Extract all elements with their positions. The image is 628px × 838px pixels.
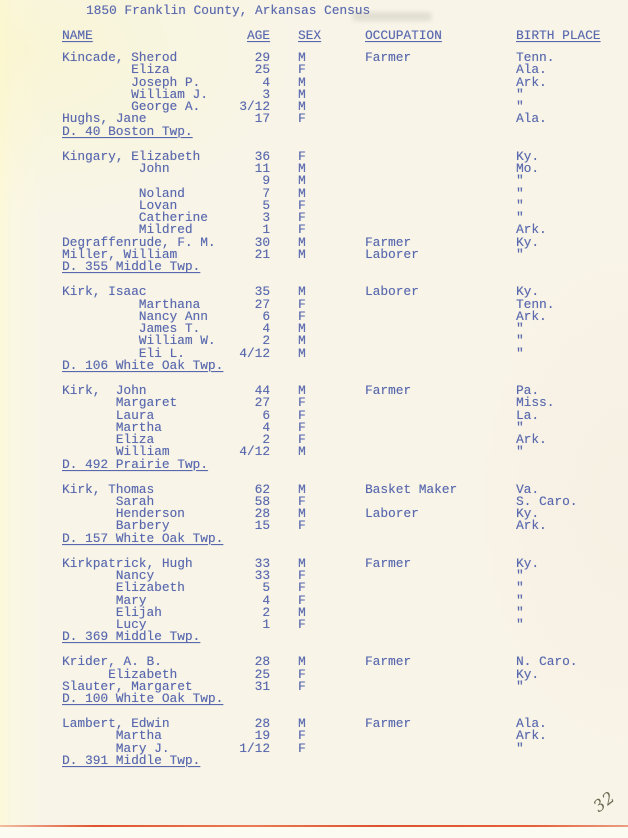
cell-age: 21 — [254, 247, 270, 263]
cell-name: Kirk, Thomas — [62, 481, 155, 497]
cell-occupation — [345, 212, 495, 224]
scan-bottom-strip — [0, 827, 628, 838]
cell-occupation — [345, 299, 495, 311]
cell-birthplace: Ky. — [516, 284, 540, 300]
cell-birthplace: " — [516, 247, 524, 263]
cell-name: Margaret — [115, 395, 178, 411]
cell-occupation: Farmer — [365, 382, 412, 398]
township-footer-row — [62, 693, 628, 705]
cell-birthplace: " — [516, 197, 524, 213]
township-footer: D. 100 White Oak Twp. — [62, 691, 224, 707]
cell-birthplace: " — [516, 210, 524, 226]
cell-birthplace: La. — [516, 407, 540, 423]
cell-age: 3 — [262, 210, 270, 226]
cell-name: Eliza — [115, 432, 155, 448]
cell-birthplace: Pa. — [516, 382, 540, 398]
cell-occupation — [345, 200, 495, 212]
cell-age: 1 — [262, 222, 270, 238]
cell-name: Marthana — [138, 296, 201, 312]
cell-birthplace: Ky. — [516, 234, 540, 250]
cell-birthplace: " — [516, 604, 524, 620]
cell-occupation — [345, 619, 495, 631]
cell-age: 11 — [254, 160, 270, 176]
township-footer: D. 157 White Oak Twp. — [62, 530, 224, 546]
cell-age: 2 — [262, 432, 270, 448]
cell-name: Kincade, Sherod — [62, 50, 178, 65]
cell-birthplace: Ark. — [516, 432, 547, 448]
column-header-row — [62, 30, 628, 42]
cell-age: 28 — [254, 654, 270, 670]
household-block — [62, 286, 628, 372]
cell-birthplace: " — [516, 678, 524, 694]
cell-sex: M — [298, 99, 306, 115]
cell-sex: F — [298, 210, 306, 226]
cell-age: 5 — [262, 580, 270, 596]
cell-birthplace: " — [516, 580, 524, 596]
cell-occupation — [345, 163, 495, 175]
cell-sex: F — [298, 222, 306, 238]
cell-name: Krider, A. B. — [62, 654, 162, 670]
cell-occupation — [345, 582, 495, 594]
cell-name: William W. — [138, 333, 216, 349]
cell-birthplace: Ky. — [516, 148, 540, 164]
cell-birthplace: Ala. — [516, 62, 547, 78]
column-header-name: NAME — [62, 28, 93, 43]
township-footer: D. 492 Prairie Twp. — [62, 456, 208, 472]
cell-sex: F — [298, 592, 306, 608]
cell-sex: M — [298, 86, 306, 102]
cell-sex: M — [298, 284, 306, 300]
cell-age: 7 — [262, 185, 270, 201]
cell-name: Kirk, John — [62, 382, 147, 398]
cell-occupation — [345, 681, 495, 693]
cell-birthplace: Miss. — [516, 395, 555, 411]
cell-sex: F — [298, 493, 306, 509]
cell-name: Hughs, Jane — [62, 111, 147, 127]
cell-name: Eliza — [131, 62, 170, 78]
township-footer: D. 391 Middle Twp. — [62, 753, 201, 768]
cell-sex: M — [298, 506, 306, 522]
cell-name: Mary — [115, 592, 147, 608]
cell-name: Slauter, Margaret — [62, 678, 193, 694]
household-block — [62, 148, 628, 275]
cell-occupation: Basket Maker — [365, 481, 458, 497]
cell-sex: M — [298, 333, 306, 349]
cell-sex: M — [298, 382, 306, 398]
cell-name: Kirk, Isaac — [62, 284, 147, 300]
handwritten-page-number: 32 — [589, 787, 619, 816]
cell-birthplace: Ark. — [516, 518, 547, 534]
cell-sex: F — [298, 407, 306, 423]
cell-name: Sarah — [115, 493, 155, 509]
cell-occupation — [345, 607, 495, 619]
household-block — [62, 481, 628, 546]
cell-age: 1/12 — [239, 740, 270, 756]
cell-sex: M — [298, 345, 306, 361]
cell-birthplace: Ark. — [516, 222, 547, 238]
page-title: 1850 Franklin County, Arkansas Census — [86, 3, 371, 18]
cell-age: 4 — [262, 74, 270, 90]
cell-birthplace: Ala. — [516, 716, 547, 732]
cell-sex: F — [298, 395, 306, 411]
cell-sex: F — [298, 740, 306, 756]
cell-birthplace: " — [516, 419, 524, 435]
cell-age: 4 — [262, 419, 270, 435]
cell-birthplace: Ky. — [516, 506, 540, 522]
cell-birthplace: Mo. — [516, 160, 540, 176]
cell-name: Catherine — [138, 210, 208, 226]
cell-birthplace: S. Caro. — [516, 493, 578, 509]
cell-birthplace: Tenn. — [516, 296, 555, 312]
cell-occupation — [345, 311, 495, 323]
cell-occupation — [345, 520, 495, 532]
cell-occupation: Farmer — [365, 234, 412, 250]
cell-sex: F — [298, 518, 306, 534]
cell-age: 25 — [254, 62, 270, 78]
cell-name: William — [115, 444, 170, 460]
cell-occupation — [345, 175, 495, 187]
cell-age: 4/12 — [239, 444, 270, 460]
cell-name: Noland — [138, 185, 185, 201]
cell-occupation — [345, 422, 495, 434]
cell-sex: F — [298, 580, 306, 596]
cell-occupation — [345, 77, 495, 89]
cell-name: Martha — [115, 728, 162, 744]
cell-age: 4 — [262, 592, 270, 608]
cell-sex: M — [298, 444, 306, 460]
cell-age: 5 — [262, 197, 270, 213]
cell-name: Elizabeth — [108, 666, 178, 682]
cell-sex: F — [298, 419, 306, 435]
cell-birthplace: " — [516, 173, 524, 189]
cell-sex: F — [298, 728, 306, 744]
cell-occupation: Farmer — [365, 716, 412, 732]
cell-occupation: Farmer — [365, 555, 412, 571]
cell-name: Lucy — [115, 617, 147, 633]
cell-age: 9 — [262, 173, 270, 189]
cell-name: Mildred — [138, 222, 193, 238]
township-footer-row — [62, 456, 628, 472]
cell-age: 15 — [254, 518, 270, 534]
cell-occupation: Farmer — [365, 654, 412, 670]
cell-sex: F — [298, 111, 306, 127]
cell-sex: M — [298, 321, 306, 337]
cell-age: 62 — [254, 481, 270, 497]
cell-birthplace: " — [516, 86, 524, 102]
cell-name: Kirkpatrick, Hugh — [62, 555, 193, 571]
cell-birthplace: " — [516, 592, 524, 608]
cell-name: Mary J. — [115, 740, 170, 756]
census-row — [62, 582, 628, 594]
cell-age: 3/12 — [239, 99, 270, 115]
census-rows — [62, 52, 628, 780]
cell-occupation — [345, 446, 495, 458]
cell-occupation — [345, 410, 495, 422]
cell-name: Nancy Ann — [138, 308, 208, 324]
cell-age: 58 — [254, 493, 270, 509]
cell-occupation — [345, 570, 495, 582]
cell-name: Eli L. — [138, 345, 185, 361]
cell-sex: M — [298, 555, 306, 571]
cell-occupation — [345, 669, 495, 681]
census-row — [62, 160, 628, 176]
cell-occupation — [345, 743, 495, 755]
cell-birthplace: Tenn. — [516, 50, 555, 65]
cell-sex: M — [298, 160, 306, 176]
cell-birthplace: Ark. — [516, 308, 547, 324]
cell-birthplace: Va. — [516, 481, 540, 497]
cell-age: 6 — [262, 407, 270, 423]
township-footer-row — [62, 755, 628, 767]
cell-sex: M — [298, 247, 306, 263]
cell-occupation: Laborer — [365, 506, 419, 522]
cell-birthplace: Ark. — [516, 728, 547, 744]
cell-age: 28 — [254, 506, 270, 522]
cell-occupation — [345, 113, 495, 125]
cell-birthplace: " — [516, 740, 524, 756]
cell-age: 1 — [262, 617, 270, 633]
cell-name: Elizabeth — [115, 580, 185, 596]
cell-age: 27 — [254, 395, 270, 411]
cell-occupation: Farmer — [365, 50, 412, 65]
cell-name: Kingary, Elizabeth — [62, 148, 201, 164]
cell-age: 2 — [262, 333, 270, 349]
cell-occupation — [345, 89, 495, 101]
cell-sex: F — [298, 296, 306, 312]
cell-age: 36 — [254, 148, 270, 164]
cell-sex: M — [298, 185, 306, 201]
cell-sex: F — [298, 62, 306, 78]
cell-occupation — [345, 335, 495, 347]
census-row — [62, 604, 628, 620]
household-block — [62, 718, 628, 767]
cell-birthplace: " — [516, 444, 524, 460]
cell-occupation — [345, 64, 495, 76]
cell-name: Barbery — [115, 518, 170, 534]
cell-sex: M — [298, 50, 306, 65]
cell-age: 25 — [254, 666, 270, 682]
cell-sex: F — [298, 678, 306, 694]
cell-sex: F — [298, 148, 306, 164]
township-footer-row — [62, 123, 628, 139]
cell-age: 27 — [254, 296, 270, 312]
township-footer: D. 106 White Oak Twp. — [62, 358, 224, 374]
cell-sex: M — [298, 74, 306, 90]
cell-age: 31 — [254, 678, 270, 694]
cell-sex: F — [298, 617, 306, 633]
cell-occupation — [345, 595, 495, 607]
cell-occupation — [345, 188, 495, 200]
cell-sex: M — [298, 654, 306, 670]
cell-age: 6 — [262, 308, 270, 324]
cell-sex: M — [298, 234, 306, 250]
cell-age: 33 — [254, 555, 270, 571]
cell-age: 30 — [254, 234, 270, 250]
cell-name: James T. — [138, 321, 201, 337]
cell-occupation — [345, 151, 495, 163]
cell-age: 19 — [254, 728, 270, 744]
cell-name: Miller, William — [62, 247, 178, 263]
household-block — [62, 656, 628, 705]
cell-birthplace: " — [516, 99, 524, 115]
cell-age: 2 — [262, 604, 270, 620]
cell-birthplace: Ky. — [516, 555, 540, 571]
cell-birthplace: " — [516, 567, 524, 583]
cell-sex: F — [298, 432, 306, 448]
cell-name: Lambert, Edwin — [62, 716, 170, 732]
township-footer: D. 40 Boston Twp. — [62, 123, 193, 139]
cell-sex: F — [298, 666, 306, 682]
cell-age: 4/12 — [239, 345, 270, 361]
cell-birthplace: " — [516, 345, 524, 361]
township-footer-row — [62, 261, 628, 273]
column-header-birthplace: BIRTH PLACE — [516, 28, 601, 43]
cell-name: Laura — [115, 407, 155, 423]
cell-birthplace: " — [516, 617, 524, 633]
cell-age: 29 — [254, 50, 270, 65]
cell-name: Nancy — [115, 567, 155, 583]
cell-name: William J. — [131, 86, 208, 102]
column-header-occupation: OCCUPATION — [365, 28, 442, 43]
cell-birthplace: " — [516, 333, 524, 349]
township-footer-row — [62, 530, 628, 546]
column-header-age: AGE — [246, 28, 270, 43]
township-footer-row — [62, 360, 628, 372]
cell-age: 17 — [254, 111, 270, 127]
cell-name: Degraffenrude, F. M. — [62, 234, 216, 250]
household-block — [62, 555, 628, 645]
cell-age: 44 — [254, 382, 270, 398]
cell-sex: M — [298, 481, 306, 497]
cell-occupation — [345, 397, 495, 409]
household-block — [62, 52, 628, 138]
cell-birthplace: N. Caro. — [516, 654, 578, 670]
cell-birthplace: Ky. — [516, 666, 540, 682]
cell-name: Joseph P. — [131, 74, 201, 90]
cell-age: 28 — [254, 716, 270, 732]
cell-sex: F — [298, 567, 306, 583]
ink-smudge — [352, 12, 432, 21]
cell-age: 4 — [262, 321, 270, 337]
cell-occupation — [345, 323, 495, 335]
cell-occupation — [345, 348, 495, 360]
cell-name: George A. — [131, 99, 201, 115]
cell-name: Elijah — [115, 604, 162, 620]
cell-occupation — [345, 101, 495, 113]
cell-birthplace: " — [516, 185, 524, 201]
township-footer: D. 355 Middle Twp. — [62, 259, 201, 275]
cell-birthplace: Ark. — [516, 74, 547, 90]
cell-sex: M — [298, 716, 306, 732]
cell-sex: M — [298, 604, 306, 620]
cell-occupation — [345, 730, 495, 742]
cell-sex: F — [298, 197, 306, 213]
township-footer: D. 369 Middle Twp. — [62, 629, 201, 645]
column-header-sex: SEX — [298, 28, 322, 43]
cell-age: 33 — [254, 567, 270, 583]
cell-birthplace: Ala. — [516, 111, 547, 127]
cell-name: John — [138, 160, 170, 176]
cell-occupation: Laborer — [365, 247, 419, 263]
cell-birthplace: " — [516, 321, 524, 337]
cell-sex: F — [298, 308, 306, 324]
cell-name: Henderson — [115, 506, 185, 522]
cell-occupation — [345, 434, 495, 446]
township-footer-row — [62, 631, 628, 643]
cell-age: 35 — [254, 284, 270, 300]
cell-name: Lovan — [138, 197, 178, 213]
household-block — [62, 382, 628, 472]
cell-occupation: Laborer — [365, 284, 419, 300]
cell-name: Martha — [115, 419, 162, 435]
cell-age: 3 — [262, 86, 270, 102]
cell-sex: M — [298, 173, 306, 189]
